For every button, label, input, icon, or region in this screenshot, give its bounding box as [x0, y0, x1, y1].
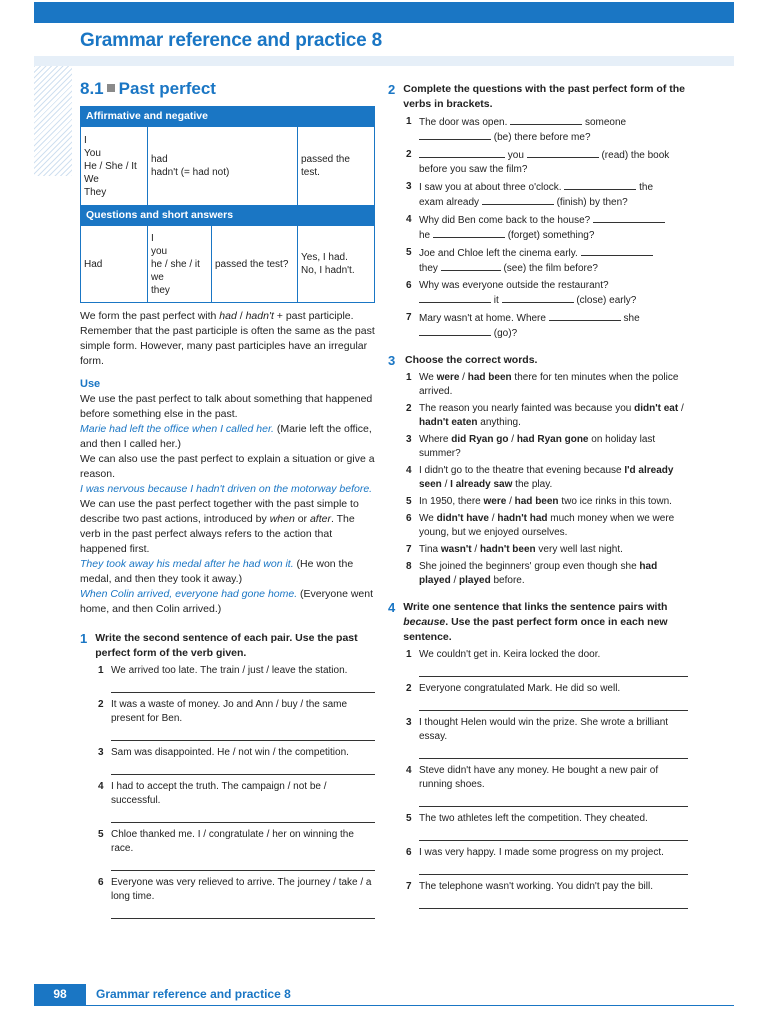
item-number: 4 — [98, 781, 104, 792]
intro-had: had — [219, 310, 237, 322]
table-cell-verb: had hadn't (= had not) — [148, 127, 298, 206]
table-cell-aux: Had — [81, 226, 148, 303]
blank-field[interactable] — [502, 293, 574, 303]
header-band — [34, 56, 734, 66]
exercise-2 — [388, 82, 688, 341]
item-text: / — [489, 513, 498, 524]
item-text: Everyone was very relieved to arrive. The journey / take / a long time. — [111, 877, 372, 902]
exercise-4-number: 4 — [388, 600, 396, 615]
item-text: Why was everyone outside the restaurant? — [419, 280, 609, 291]
list-item — [406, 279, 688, 308]
item-number: 5 — [406, 813, 412, 824]
list-item — [98, 664, 375, 678]
item-number: 7 — [406, 881, 412, 892]
instruction-text: Write one sentence that links the sentence pairs with — [403, 601, 668, 613]
item-text: Where — [419, 434, 452, 445]
item-text: I saw you at about three o'clock. — [419, 182, 562, 193]
item-text: The door was open. — [419, 117, 508, 128]
item-number: 5 — [98, 829, 104, 840]
list-item — [406, 560, 688, 588]
use-paragraph-1 — [80, 392, 375, 617]
item-number: 3 — [406, 434, 412, 445]
option-b[interactable]: had been — [514, 496, 559, 507]
table-cell-short-answers: Yes, I had. No, I hadn't. — [298, 226, 375, 303]
page-number: 98 — [53, 987, 67, 1001]
use-example-2: I was nervous because I hadn't driven on the motorway before. — [80, 483, 373, 495]
item-text: The reason you nearly fainted was because you — [419, 403, 635, 414]
blank-field[interactable] — [549, 311, 621, 321]
intro-hadnt: hadn't — [245, 310, 274, 322]
item-text: it — [493, 295, 499, 306]
item-text: there for ten minutes when the police arrived. — [419, 372, 679, 397]
item-text: anything. — [477, 417, 521, 428]
item-number: 4 — [406, 214, 412, 225]
exercise-3-instruction: Choose the correct words. — [405, 354, 538, 366]
option-b[interactable]: had Ryan gone — [516, 434, 589, 445]
list-item — [98, 876, 375, 904]
item-number: 4 — [406, 465, 412, 476]
answer-line[interactable] — [419, 795, 688, 807]
item-text: Everyone congratulated Mark. He did so well. — [419, 683, 621, 694]
item-text: Why did Ben come back to the house? — [419, 215, 591, 226]
list-item — [406, 246, 688, 276]
item-text: Chloe thanked me. I / congratulate / her on winning the race. — [111, 829, 354, 854]
blank-field[interactable] — [593, 213, 665, 223]
section-number: 8.1 — [80, 79, 104, 98]
item-text: very well last night. — [535, 544, 623, 555]
list-item — [406, 148, 688, 177]
item-number: 2 — [406, 683, 412, 694]
use-heading: Use — [80, 378, 101, 390]
top-color-bar — [34, 2, 734, 23]
intro-slash: / — [236, 310, 246, 322]
intro-text: We form the past perfect with — [80, 310, 220, 322]
square-bullet-icon — [107, 84, 115, 92]
exercise-2-instruction: Complete the questions with the past perfect form of the verbs in brackets. — [403, 83, 686, 110]
item-text: It was a waste of money. Jo and Ann / buy / the same present for Ben. — [111, 699, 348, 724]
table-cell-subjects: I You He / She / It We They — [81, 127, 148, 206]
list-item — [406, 846, 688, 860]
option-a[interactable]: didn't eat — [634, 403, 679, 414]
list-item — [406, 543, 688, 557]
item-number: 3 — [406, 717, 412, 728]
use-when: when — [269, 513, 295, 525]
list-item — [406, 180, 688, 210]
grammar-table — [80, 106, 375, 303]
blank-field[interactable] — [419, 148, 505, 158]
item-text: (read) the book — [601, 150, 670, 161]
exercise-1-items — [98, 664, 375, 919]
item-text: before. — [490, 575, 525, 586]
use-note-1: (Marie left the office, and then I called her.) — [80, 423, 372, 450]
option-a[interactable]: had played — [419, 561, 658, 586]
list-item — [406, 433, 688, 461]
blank-field[interactable] — [510, 115, 582, 125]
item-text: / — [441, 479, 451, 490]
option-b[interactable]: hadn't been — [479, 544, 536, 555]
exercise-1-header — [80, 631, 375, 661]
list-item — [406, 682, 688, 696]
list-item — [98, 698, 375, 726]
footer-rule — [86, 1005, 734, 1006]
instruction-because: because — [403, 616, 446, 628]
item-number: 1 — [406, 649, 412, 660]
item-text: Tina — [419, 544, 441, 555]
blank-field[interactable] — [419, 130, 491, 140]
item-text: / — [506, 496, 515, 507]
item-text: before you saw the film? — [419, 164, 528, 175]
blank-field[interactable] — [419, 326, 491, 336]
use-example-1: Marie had left the office when I called her. — [80, 423, 274, 435]
item-text: exam already — [419, 197, 480, 208]
table-cell-q-subjects: I you he / she / it we they — [148, 226, 212, 303]
table-cell-rest: passed the test. — [298, 127, 375, 206]
item-text: on holiday last summer? — [419, 434, 656, 459]
item-number: 2 — [98, 699, 104, 710]
item-number: 3 — [98, 747, 104, 758]
item-number: 6 — [406, 280, 412, 291]
item-text: / — [471, 544, 480, 555]
use-note-3: (He won the medal, and then they took it away.) — [80, 558, 354, 585]
exercise-4 — [388, 600, 688, 909]
item-number: 2 — [406, 149, 412, 160]
item-text: Joe and Chloe left the cinema early. — [419, 248, 578, 259]
item-text: She joined the beginners' group even though she — [419, 561, 640, 572]
exercise-1 — [80, 631, 375, 919]
use-or: or — [294, 513, 310, 525]
use-text-3: We can use the past perfect together with the past simple to describe two past actions, introduced by — [80, 498, 359, 525]
use-example-3: They took away his medal after he had won it. — [80, 558, 294, 570]
answer-line[interactable] — [419, 863, 688, 875]
item-number: 5 — [406, 247, 412, 258]
answer-line[interactable] — [111, 763, 375, 775]
item-text: We couldn't get in. Keira locked the door. — [419, 649, 601, 660]
item-number: 6 — [406, 847, 412, 858]
option-b[interactable]: played — [459, 575, 491, 586]
option-a[interactable]: I'd already seen — [419, 465, 674, 490]
exercise-3-header — [388, 353, 688, 368]
list-item — [406, 371, 688, 399]
item-text: I was very happy. I made some progress on my project. — [419, 847, 664, 858]
item-number: 2 — [406, 403, 412, 414]
blank-field[interactable] — [482, 195, 554, 205]
option-a[interactable]: didn't have — [436, 513, 489, 524]
list-item — [98, 828, 375, 856]
item-text: (finish) by then? — [556, 197, 628, 208]
list-item — [406, 880, 688, 894]
section-title — [80, 78, 375, 100]
exercise-1-number: 1 — [80, 631, 88, 646]
item-text: (be) there before me? — [493, 132, 591, 143]
option-b[interactable]: hadn't eaten — [419, 417, 478, 428]
item-number: 3 — [406, 181, 412, 192]
answer-line[interactable] — [419, 665, 688, 677]
answer-line[interactable] — [419, 897, 688, 909]
use-after: after — [309, 513, 331, 525]
exercise-2-number: 2 — [388, 82, 396, 97]
item-text: (go)? — [493, 328, 518, 339]
option-a[interactable]: did Ryan go — [451, 434, 509, 445]
blank-field[interactable] — [527, 148, 599, 158]
item-text: (close) early? — [576, 295, 637, 306]
item-number: 4 — [406, 765, 412, 776]
exercise-4-instruction — [403, 600, 688, 645]
item-text: someone — [584, 117, 627, 128]
use-text-4: . The verb in the past perfect always refers to the action that happened first. — [80, 513, 355, 555]
list-item — [406, 512, 688, 540]
item-text: The two athletes left the competition. They cheated. — [419, 813, 648, 824]
exercise-2-items — [406, 115, 688, 341]
item-text: the — [639, 182, 654, 193]
exercise-1-instruction: Write the second sentence of each pair. Use the past perfect form of the verb given. — [95, 632, 358, 659]
item-number: 7 — [406, 544, 412, 555]
item-text: I thought Helen would win the prize. She wrote a brilliant essay. — [419, 717, 669, 742]
answer-line[interactable] — [111, 859, 375, 871]
item-number: 1 — [406, 116, 412, 127]
answer-line[interactable] — [419, 829, 688, 841]
use-text-2: We can also use the past perfect to explain a situation or give a reason. — [80, 453, 375, 480]
item-text: / — [459, 372, 468, 383]
blank-field[interactable] — [581, 246, 653, 256]
item-text: In 1950, there — [419, 496, 484, 507]
exercise-2-header — [388, 82, 688, 112]
footer-title: Grammar reference and practice 8 — [96, 987, 291, 1001]
instruction-text: . Use the past perfect form once in each new sentence. — [403, 616, 668, 643]
list-item — [98, 780, 375, 808]
item-text: The telephone wasn't working. You didn't pay the bill. — [419, 881, 653, 892]
item-number: 6 — [406, 513, 412, 524]
item-text: We arrived too late. The train / just / leave the station. — [111, 665, 348, 676]
exercise-4-header — [388, 600, 688, 645]
exercise-3-items — [406, 371, 688, 588]
list-item — [406, 402, 688, 430]
list-item — [406, 648, 688, 662]
exercise-3 — [388, 353, 688, 588]
item-text: two ice rinks in this town. — [558, 496, 672, 507]
item-text: Sam was disappointed. He / not win / the competition. — [111, 747, 349, 758]
list-item — [98, 746, 375, 760]
option-b[interactable]: hadn't had — [497, 513, 548, 524]
decorative-stripes — [34, 66, 72, 176]
blank-field[interactable] — [564, 180, 636, 190]
list-item — [406, 115, 688, 145]
item-text: / — [450, 575, 460, 586]
option-b[interactable]: had been — [467, 372, 512, 383]
item-text: he — [419, 230, 431, 241]
intro-paragraph — [80, 309, 375, 369]
use-text-1: We use the past perfect to talk about something that happened before something else in the past. — [80, 393, 373, 420]
table-head-affirmative: Affirmative and negative — [81, 107, 375, 127]
item-text: she — [623, 313, 640, 324]
item-text: (see) the film before? — [503, 263, 598, 274]
list-item — [406, 716, 688, 744]
list-item — [406, 812, 688, 826]
answer-line[interactable] — [111, 729, 375, 741]
item-text: they — [419, 263, 438, 274]
option-a[interactable]: were — [436, 372, 460, 383]
item-number: 1 — [406, 372, 412, 383]
item-text: I had to accept the truth. The campaign / not be / successful. — [111, 781, 327, 806]
item-text: I didn't go to the theatre that evening because — [419, 465, 625, 476]
exercise-3-number: 3 — [388, 353, 396, 368]
item-text: / — [508, 434, 517, 445]
answer-line[interactable] — [111, 811, 375, 823]
list-item — [406, 495, 688, 509]
table-head-questions: Questions and short answers — [81, 206, 375, 226]
use-note-4: (Everyone went home, and then Colin arrived.) — [80, 588, 374, 615]
answer-line[interactable] — [111, 681, 375, 693]
option-a[interactable]: wasn't — [440, 544, 472, 555]
option-b[interactable]: I already saw — [450, 479, 513, 490]
answer-line[interactable] — [419, 747, 688, 759]
item-number: 6 — [98, 877, 104, 888]
item-number: 1 — [98, 665, 104, 676]
table-cell-q-rest: passed the test? — [212, 226, 298, 303]
page-header-title: Grammar reference and practice 8 — [80, 30, 382, 51]
item-text: the play. — [512, 479, 553, 490]
intro-text-2: + past participle. Remember that the past participle is often the same as the past simple form. However, many past participles have an irregular form. — [80, 310, 375, 367]
blank-field[interactable] — [433, 228, 505, 238]
item-number: 7 — [406, 312, 412, 323]
item-text: much money when we were young, but we enjoyed ourselves. — [419, 513, 675, 538]
option-a[interactable]: were — [483, 496, 507, 507]
answer-line[interactable] — [111, 907, 375, 919]
item-text: you — [507, 150, 524, 161]
item-text: We — [419, 513, 437, 524]
answer-line[interactable] — [419, 699, 688, 711]
item-text: We — [419, 372, 437, 383]
item-number: 5 — [406, 496, 412, 507]
list-item — [406, 464, 688, 492]
use-example-4: When Colin arrived, everyone had gone home. — [80, 588, 298, 600]
right-column — [388, 82, 688, 914]
item-number: 8 — [406, 561, 412, 572]
list-item — [406, 213, 688, 243]
blank-field[interactable] — [441, 261, 501, 271]
item-text: (forget) something? — [507, 230, 595, 241]
list-item — [406, 764, 688, 792]
blank-field[interactable] — [419, 293, 491, 303]
list-item — [406, 311, 688, 341]
item-text: / — [678, 403, 684, 414]
item-text: Steve didn't have any money. He bought a new pair of running shoes. — [419, 765, 659, 790]
exercise-4-items — [406, 648, 688, 909]
item-text: Mary wasn't at home. Where — [419, 313, 546, 324]
left-column — [80, 78, 375, 924]
section-name: Past perfect — [118, 79, 216, 98]
